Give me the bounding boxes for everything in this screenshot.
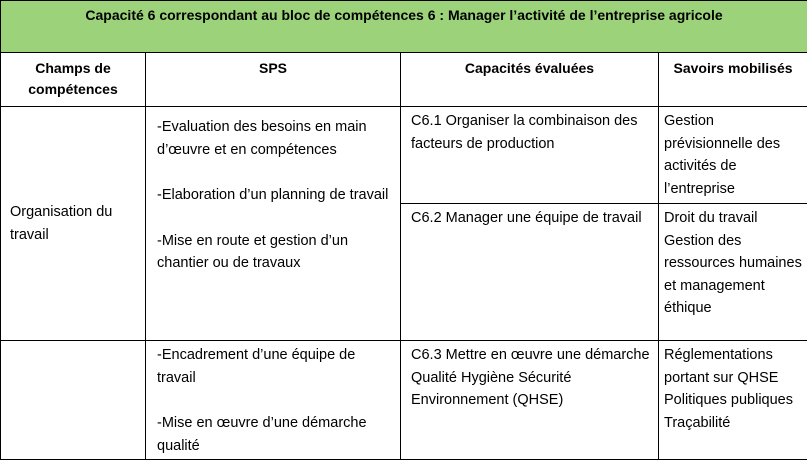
- header-capacites: [401, 53, 659, 107]
- header-savoirs-label: Savoirs mobilisés: [673, 60, 793, 76]
- savoirs-c6-2: [659, 204, 807, 341]
- sps-item: -Mise en route et gestion d’un chantier ou de travaux: [157, 232, 349, 271]
- sps-item: -Elaboration d’un planning de travail: [157, 187, 389, 203]
- champ-empty: [1, 341, 146, 460]
- header-capacites-label: Capacités évaluées: [464, 60, 595, 76]
- savoir-item: Droit du travail: [664, 210, 758, 226]
- savoir-item: Politiques publiques: [664, 392, 793, 408]
- capacite-c6-2: C6.2 Manager une équipe de travail: [401, 204, 659, 341]
- savoir-item: Traçabilité: [664, 414, 731, 431]
- sps-cell-2: [146, 341, 401, 460]
- savoir-item: Réglementations portant sur QHSE: [664, 347, 779, 386]
- sps-item: -Evaluation des besoins en main d’œuvre et en compétences: [157, 119, 367, 158]
- savoirs-c6-3: [659, 341, 807, 460]
- header-champs: [1, 53, 146, 107]
- sps-item: -Mise en œuvre d’une démarche qualité: [157, 415, 367, 454]
- capacite-c6-3: C6.3 Mettre en œuvre une démarche Qualité Hygiène Sécurité Environnement (QHSE): [401, 341, 659, 460]
- header-savoirs: [659, 53, 807, 107]
- capacite-c6-1: C6.1 Organiser la combinaison des facteurs de production: [401, 107, 659, 204]
- savoirs-c6-1: [659, 107, 807, 204]
- savoir-item: Gestion des ressources humaines et management éthique: [664, 232, 802, 316]
- sps-item: -Encadrement d’une équipe de travail: [157, 347, 356, 386]
- savoir-item: Gestion prévisionnelle des activités de l’entreprise: [664, 113, 781, 197]
- header-sps: [146, 53, 401, 107]
- champ-organisation-travail: Organisation du travail: [1, 107, 146, 341]
- table-title-cell: [1, 1, 807, 53]
- header-champs-label: Champs de compétences: [28, 60, 118, 97]
- header-sps-label: SPS: [258, 60, 287, 76]
- sps-cell-1: [146, 107, 401, 341]
- table-title: Capacité 6 correspondant au bloc de compétences 6 : Manager l’activité de l’entreprise agricole: [85, 7, 723, 23]
